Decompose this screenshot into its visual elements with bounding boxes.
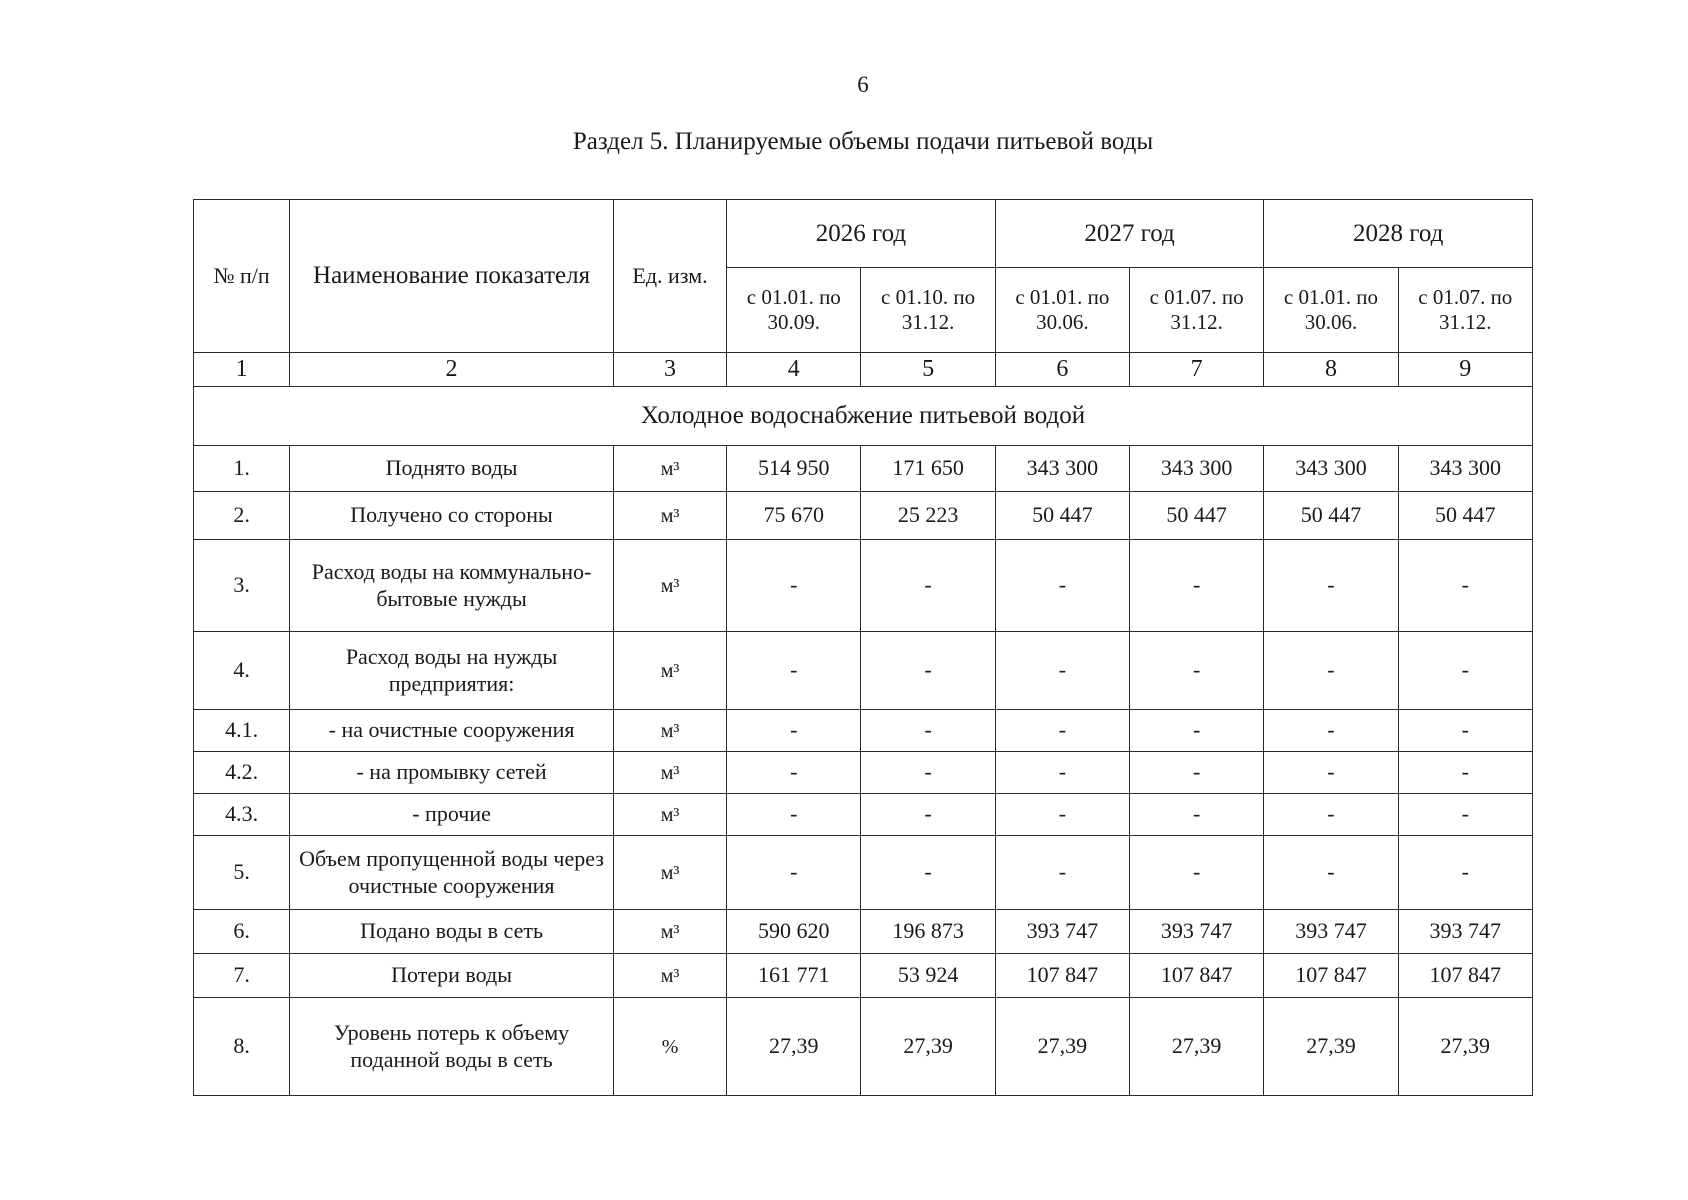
row-number: 7.	[194, 954, 290, 998]
value-cell: 343 300	[1264, 446, 1398, 492]
value-cell: 27,39	[1130, 998, 1264, 1096]
value-cell: -	[1130, 540, 1264, 632]
header-period: с 01.01. по 30.06.	[995, 268, 1129, 353]
column-number: 5	[861, 353, 995, 387]
value-cell: -	[1130, 710, 1264, 752]
section-row	[194, 387, 1533, 446]
row-number: 6.	[194, 910, 290, 954]
header-period: с 01.07. по 31.12.	[1130, 268, 1264, 353]
value-cell: -	[1398, 836, 1532, 910]
value-cell: 27,39	[995, 998, 1129, 1096]
value-cell: -	[861, 836, 995, 910]
column-number: 4	[727, 353, 861, 387]
indicator-name: Расход воды на коммунально-бытовые нужды	[290, 540, 614, 632]
row-number: 4.	[194, 632, 290, 710]
unit-cell: м³	[613, 836, 726, 910]
value-cell: 50 447	[1398, 492, 1532, 540]
value-cell: -	[995, 710, 1129, 752]
indicator-name: - на очистные сооружения	[290, 710, 614, 752]
header-year-2027: 2027 год	[995, 200, 1264, 268]
value-cell: -	[1264, 710, 1398, 752]
value-cell: 53 924	[861, 954, 995, 998]
value-cell: 107 847	[1398, 954, 1532, 998]
value-cell: -	[1130, 632, 1264, 710]
value-cell: -	[995, 794, 1129, 836]
row-number: 2.	[194, 492, 290, 540]
value-cell: -	[727, 540, 861, 632]
value-cell: -	[861, 632, 995, 710]
indicator-name: Получено со стороны	[290, 492, 614, 540]
header-period: с 01.10. по 31.12.	[861, 268, 995, 353]
value-cell: 393 747	[1264, 910, 1398, 954]
value-cell: -	[1130, 794, 1264, 836]
value-cell: 107 847	[995, 954, 1129, 998]
column-number: 6	[995, 353, 1129, 387]
unit-cell: м³	[613, 794, 726, 836]
unit-cell: м³	[613, 492, 726, 540]
page-number: 6	[857, 72, 869, 97]
value-cell: 25 223	[861, 492, 995, 540]
indicator-name: Потери воды	[290, 954, 614, 998]
value-cell: -	[1264, 540, 1398, 632]
value-cell: -	[1398, 540, 1532, 632]
indicator-name: Расход воды на нужды предприятия:	[290, 632, 614, 710]
value-cell: 161 771	[727, 954, 861, 998]
table-body	[194, 446, 1533, 1096]
value-cell: 27,39	[727, 998, 861, 1096]
header-unit: Ед. изм.	[613, 200, 726, 353]
value-cell: 590 620	[727, 910, 861, 954]
table-row	[194, 910, 1533, 954]
value-cell: 107 847	[1130, 954, 1264, 998]
value-cell: 393 747	[1398, 910, 1532, 954]
row-number: 4.1.	[194, 710, 290, 752]
value-cell: 343 300	[995, 446, 1129, 492]
value-cell: 50 447	[1130, 492, 1264, 540]
unit-cell: м³	[613, 954, 726, 998]
row-number: 1.	[194, 446, 290, 492]
value-cell: -	[727, 632, 861, 710]
value-cell: 393 747	[995, 910, 1129, 954]
table-row	[194, 954, 1533, 998]
header-year-2026: 2026 год	[727, 200, 996, 268]
value-cell: -	[1398, 632, 1532, 710]
unit-cell: м³	[613, 446, 726, 492]
water-supply-table	[193, 199, 1533, 1096]
column-number: 1	[194, 353, 290, 387]
indicator-name: - прочие	[290, 794, 614, 836]
row-number: 3.	[194, 540, 290, 632]
value-cell: 171 650	[861, 446, 995, 492]
table-row	[194, 710, 1533, 752]
header-year-2028: 2028 год	[1264, 200, 1533, 268]
value-cell: -	[861, 794, 995, 836]
section-heading: Холодное водоснабжение питьевой водой	[194, 387, 1533, 446]
indicator-name: Уровень потерь к объему поданной воды в сеть	[290, 998, 614, 1096]
value-cell: -	[1130, 836, 1264, 910]
value-cell: 27,39	[1264, 998, 1398, 1096]
table-row	[194, 752, 1533, 794]
header-name: Наименование показателя	[290, 200, 614, 353]
indicator-name: Подано воды в сеть	[290, 910, 614, 954]
value-cell: 343 300	[1398, 446, 1532, 492]
unit-cell: м³	[613, 910, 726, 954]
value-cell: -	[995, 540, 1129, 632]
value-cell: -	[995, 752, 1129, 794]
indicator-name: Объем пропущенной воды через очистные сооружения	[290, 836, 614, 910]
value-cell: -	[1264, 794, 1398, 836]
column-number-row	[194, 353, 1533, 387]
table-row	[194, 998, 1533, 1096]
table-row	[194, 492, 1533, 540]
value-cell: -	[727, 836, 861, 910]
column-number: 8	[1264, 353, 1398, 387]
value-cell: -	[995, 836, 1129, 910]
unit-cell: м³	[613, 540, 726, 632]
row-number: 4.3.	[194, 794, 290, 836]
column-number: 3	[613, 353, 726, 387]
value-cell: -	[861, 752, 995, 794]
row-number: 4.2.	[194, 752, 290, 794]
value-cell: -	[1398, 710, 1532, 752]
value-cell: -	[1264, 632, 1398, 710]
table-row	[194, 836, 1533, 910]
table-row	[194, 540, 1533, 632]
value-cell: 393 747	[1130, 910, 1264, 954]
indicator-name: Поднято воды	[290, 446, 614, 492]
value-cell: 107 847	[1264, 954, 1398, 998]
value-cell: -	[727, 752, 861, 794]
row-number: 8.	[194, 998, 290, 1096]
value-cell: 75 670	[727, 492, 861, 540]
value-cell: 27,39	[1398, 998, 1532, 1096]
value-cell: -	[995, 632, 1129, 710]
value-cell: -	[1264, 836, 1398, 910]
header-period: с 01.01. по 30.06.	[1264, 268, 1398, 353]
value-cell: 196 873	[861, 910, 995, 954]
header-num: № п/п	[194, 200, 290, 353]
table-row	[194, 446, 1533, 492]
value-cell: -	[1398, 794, 1532, 836]
value-cell: -	[1264, 752, 1398, 794]
unit-cell: м³	[613, 632, 726, 710]
value-cell: 514 950	[727, 446, 861, 492]
header-period: с 01.01. по 30.09.	[727, 268, 861, 353]
column-number: 9	[1398, 353, 1532, 387]
unit-cell: м³	[613, 752, 726, 794]
page-title: Раздел 5. Планируемые объемы подачи питьевой воды	[572, 128, 1154, 155]
value-cell: 27,39	[861, 998, 995, 1096]
column-number: 7	[1130, 353, 1264, 387]
value-cell: -	[1130, 752, 1264, 794]
column-number: 2	[290, 353, 614, 387]
value-cell: -	[861, 710, 995, 752]
table-row	[194, 632, 1533, 710]
unit-cell: %	[613, 998, 726, 1096]
value-cell: 50 447	[1264, 492, 1398, 540]
value-cell: 343 300	[1130, 446, 1264, 492]
row-number: 5.	[194, 836, 290, 910]
header-period: с 01.07. по 31.12.	[1398, 268, 1532, 353]
value-cell: -	[1398, 752, 1532, 794]
table-row	[194, 794, 1533, 836]
value-cell: -	[727, 794, 861, 836]
unit-cell: м³	[613, 710, 726, 752]
value-cell: -	[861, 540, 995, 632]
value-cell: -	[727, 710, 861, 752]
indicator-name: - на промывку сетей	[290, 752, 614, 794]
value-cell: 50 447	[995, 492, 1129, 540]
